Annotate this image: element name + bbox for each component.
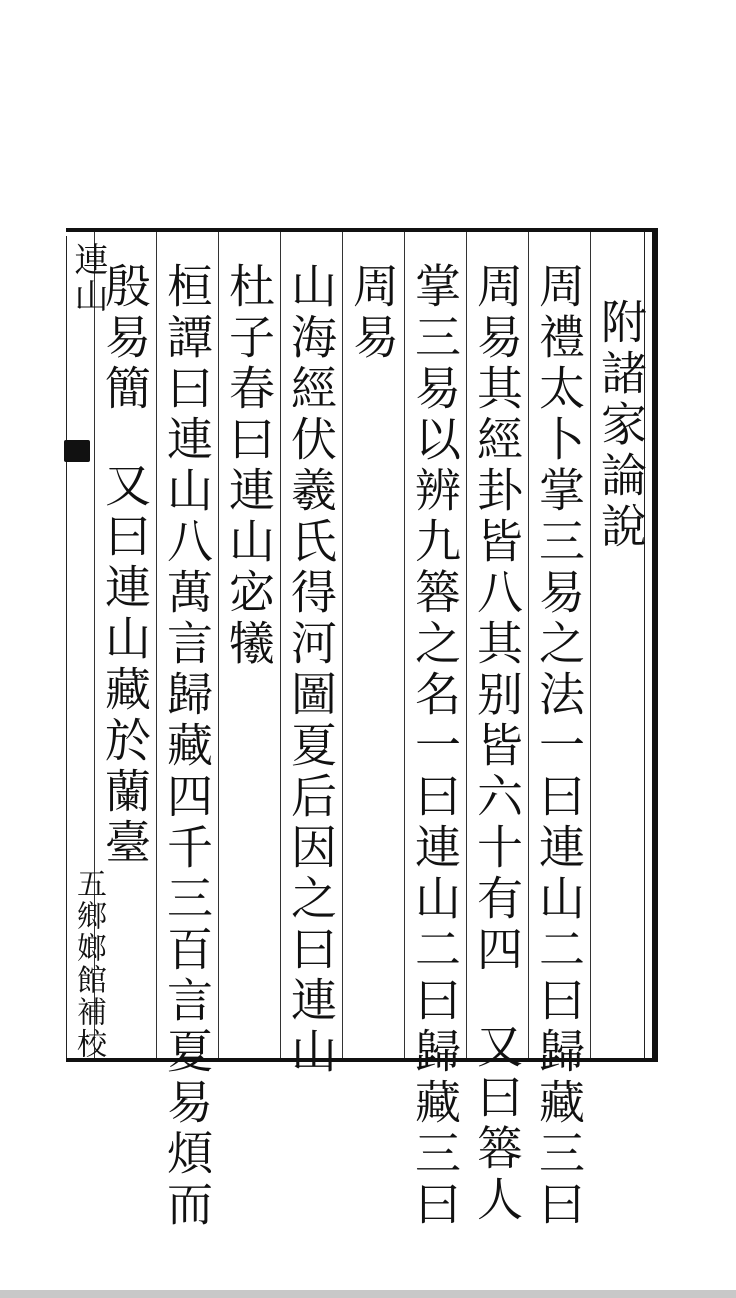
column-divider [528,232,529,1058]
text-column: 杜子春曰連山宓犧 [222,262,276,670]
text-column: 周禮太卜掌三易之法一曰連山二曰歸藏三曰 [532,262,586,1231]
column-divider [280,232,281,1058]
column-divider [404,232,405,1058]
column-divider [156,232,157,1058]
text-column: 殷易簡又曰連山藏於蘭臺 [98,262,152,869]
column-divider [590,232,591,1058]
text-column: 周易其經卦皆八其别皆六十有四又曰簭人 [470,262,524,1226]
margin-folio: 五鄉嫏館補校 [71,868,106,1060]
text-column: 掌三易以辨九簭之名一曰連山二曰歸藏三曰 [408,262,462,1231]
column-divider [218,232,219,1058]
fishtail-mark [64,440,90,462]
text-column: 山海經伏羲氏得河圖夏后因之曰連山 [284,262,338,1078]
page-border-right [652,228,658,1062]
section-heading: 附諸家論說 [594,298,648,553]
page-border-top [66,228,658,232]
column-divider [466,232,467,1058]
bottom-scroll-bar [0,1290,736,1298]
text-column: 周易 [346,262,400,364]
column-divider [342,232,343,1058]
margin-title: 連山 [68,242,108,314]
text-column: 桓譚曰連山八萬言歸藏四千三百言夏易煩而 [160,262,214,1231]
